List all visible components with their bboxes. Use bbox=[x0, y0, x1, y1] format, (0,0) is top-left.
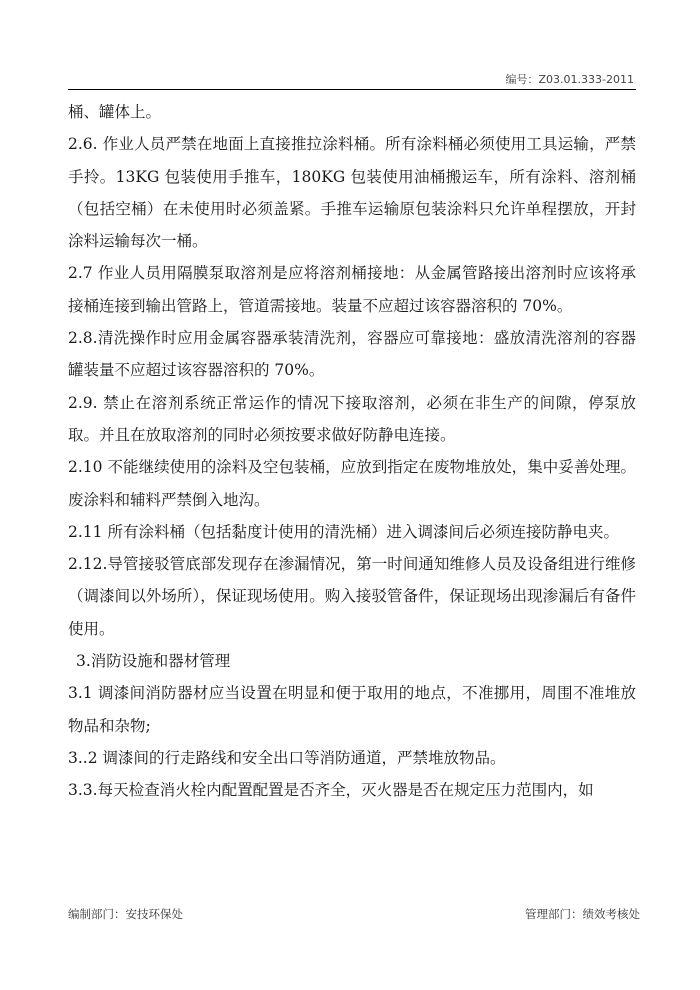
document-number: 编号：Z03.01.333-2011 bbox=[505, 73, 634, 86]
paragraph-2-11: 2.11 所有涂料桶（包括黏度计使用的清洗桶）进入调漆间后必须连接防静电夹。 bbox=[68, 522, 619, 541]
paragraph-2-8: 2.8.清洗操作时应用金属容器承装清洗剂，容器应可靠接地：盛放清洗溶剂的容器罐装量不应超过该容器溶积的 70%。 bbox=[68, 329, 636, 380]
paragraph-2-12: 2.12.导管接驳管底部发现存在渗漏情况，第一时间通知维修人员及设备组进行维修（调漆间以外场所），保证现场使用。购入接驳管备件，保证现场出现渗漏后有备件使用。 bbox=[68, 555, 636, 638]
paragraph-2-10: 2.10 不能继续使用的涂料及空包装桶，应放到指定在废物堆放处，集中妥善处理。废涂料和辅料严禁倒入地沟。 bbox=[68, 458, 636, 509]
footer-author-dept: 编制部门：安技环保处 bbox=[68, 907, 183, 921]
paragraph-3-2: 3..2 调漆间的行走路线和安全出口等消防通道，严禁堆放物品。 bbox=[68, 748, 506, 767]
document-body bbox=[68, 96, 636, 807]
paragraph-3-1: 3.1 调漆间消防器材应当设置在明显和便于取用的地点，不准挪用，周围不准堆放物品和杂物; bbox=[68, 684, 636, 735]
header-divider bbox=[68, 89, 636, 90]
paragraph-2-7: 2.7 作业人员用隔膜泵取溶剂是应将溶剂桶接地：从金属管路接出溶剂时应该将承接桶连接到输出管路上，管道需接地。装量不应超过该容器溶积的 70%。 bbox=[68, 264, 636, 315]
footer-manager-dept: 管理部门：绩效考核处 bbox=[525, 907, 640, 921]
paragraph-2-9: 2.9. 禁止在溶剂系统正常运作的情况下接取溶剂，必须在非生产的间隙，停泵放取。并且在放取溶剂的同时必须按要求做好防静电连接。 bbox=[68, 393, 636, 444]
section-heading-3: 3.消防设施和器材管理 bbox=[76, 652, 231, 671]
paragraph-2-6: 2.6. 作业人员严禁在地面上直接推拉涂料桶。所有涂料桶必须使用工具运输，严禁手拎。13KG 包装使用手推车，180KG 包装使用油桶搬运车，所有涂料、溶剂桶（包括空桶）在未使用时必须盖紧。手推车运输原包装涂料只允许单程摆放，开封涂料运输每次一桶。 bbox=[68, 135, 636, 251]
paragraph-continuation: 桶、罐体上。 bbox=[68, 103, 162, 121]
paragraph-3-3: 3.3.每天检查消火栓内配置配置是否齐全，灭火器是否在规定压力范围内，如 bbox=[68, 781, 594, 800]
